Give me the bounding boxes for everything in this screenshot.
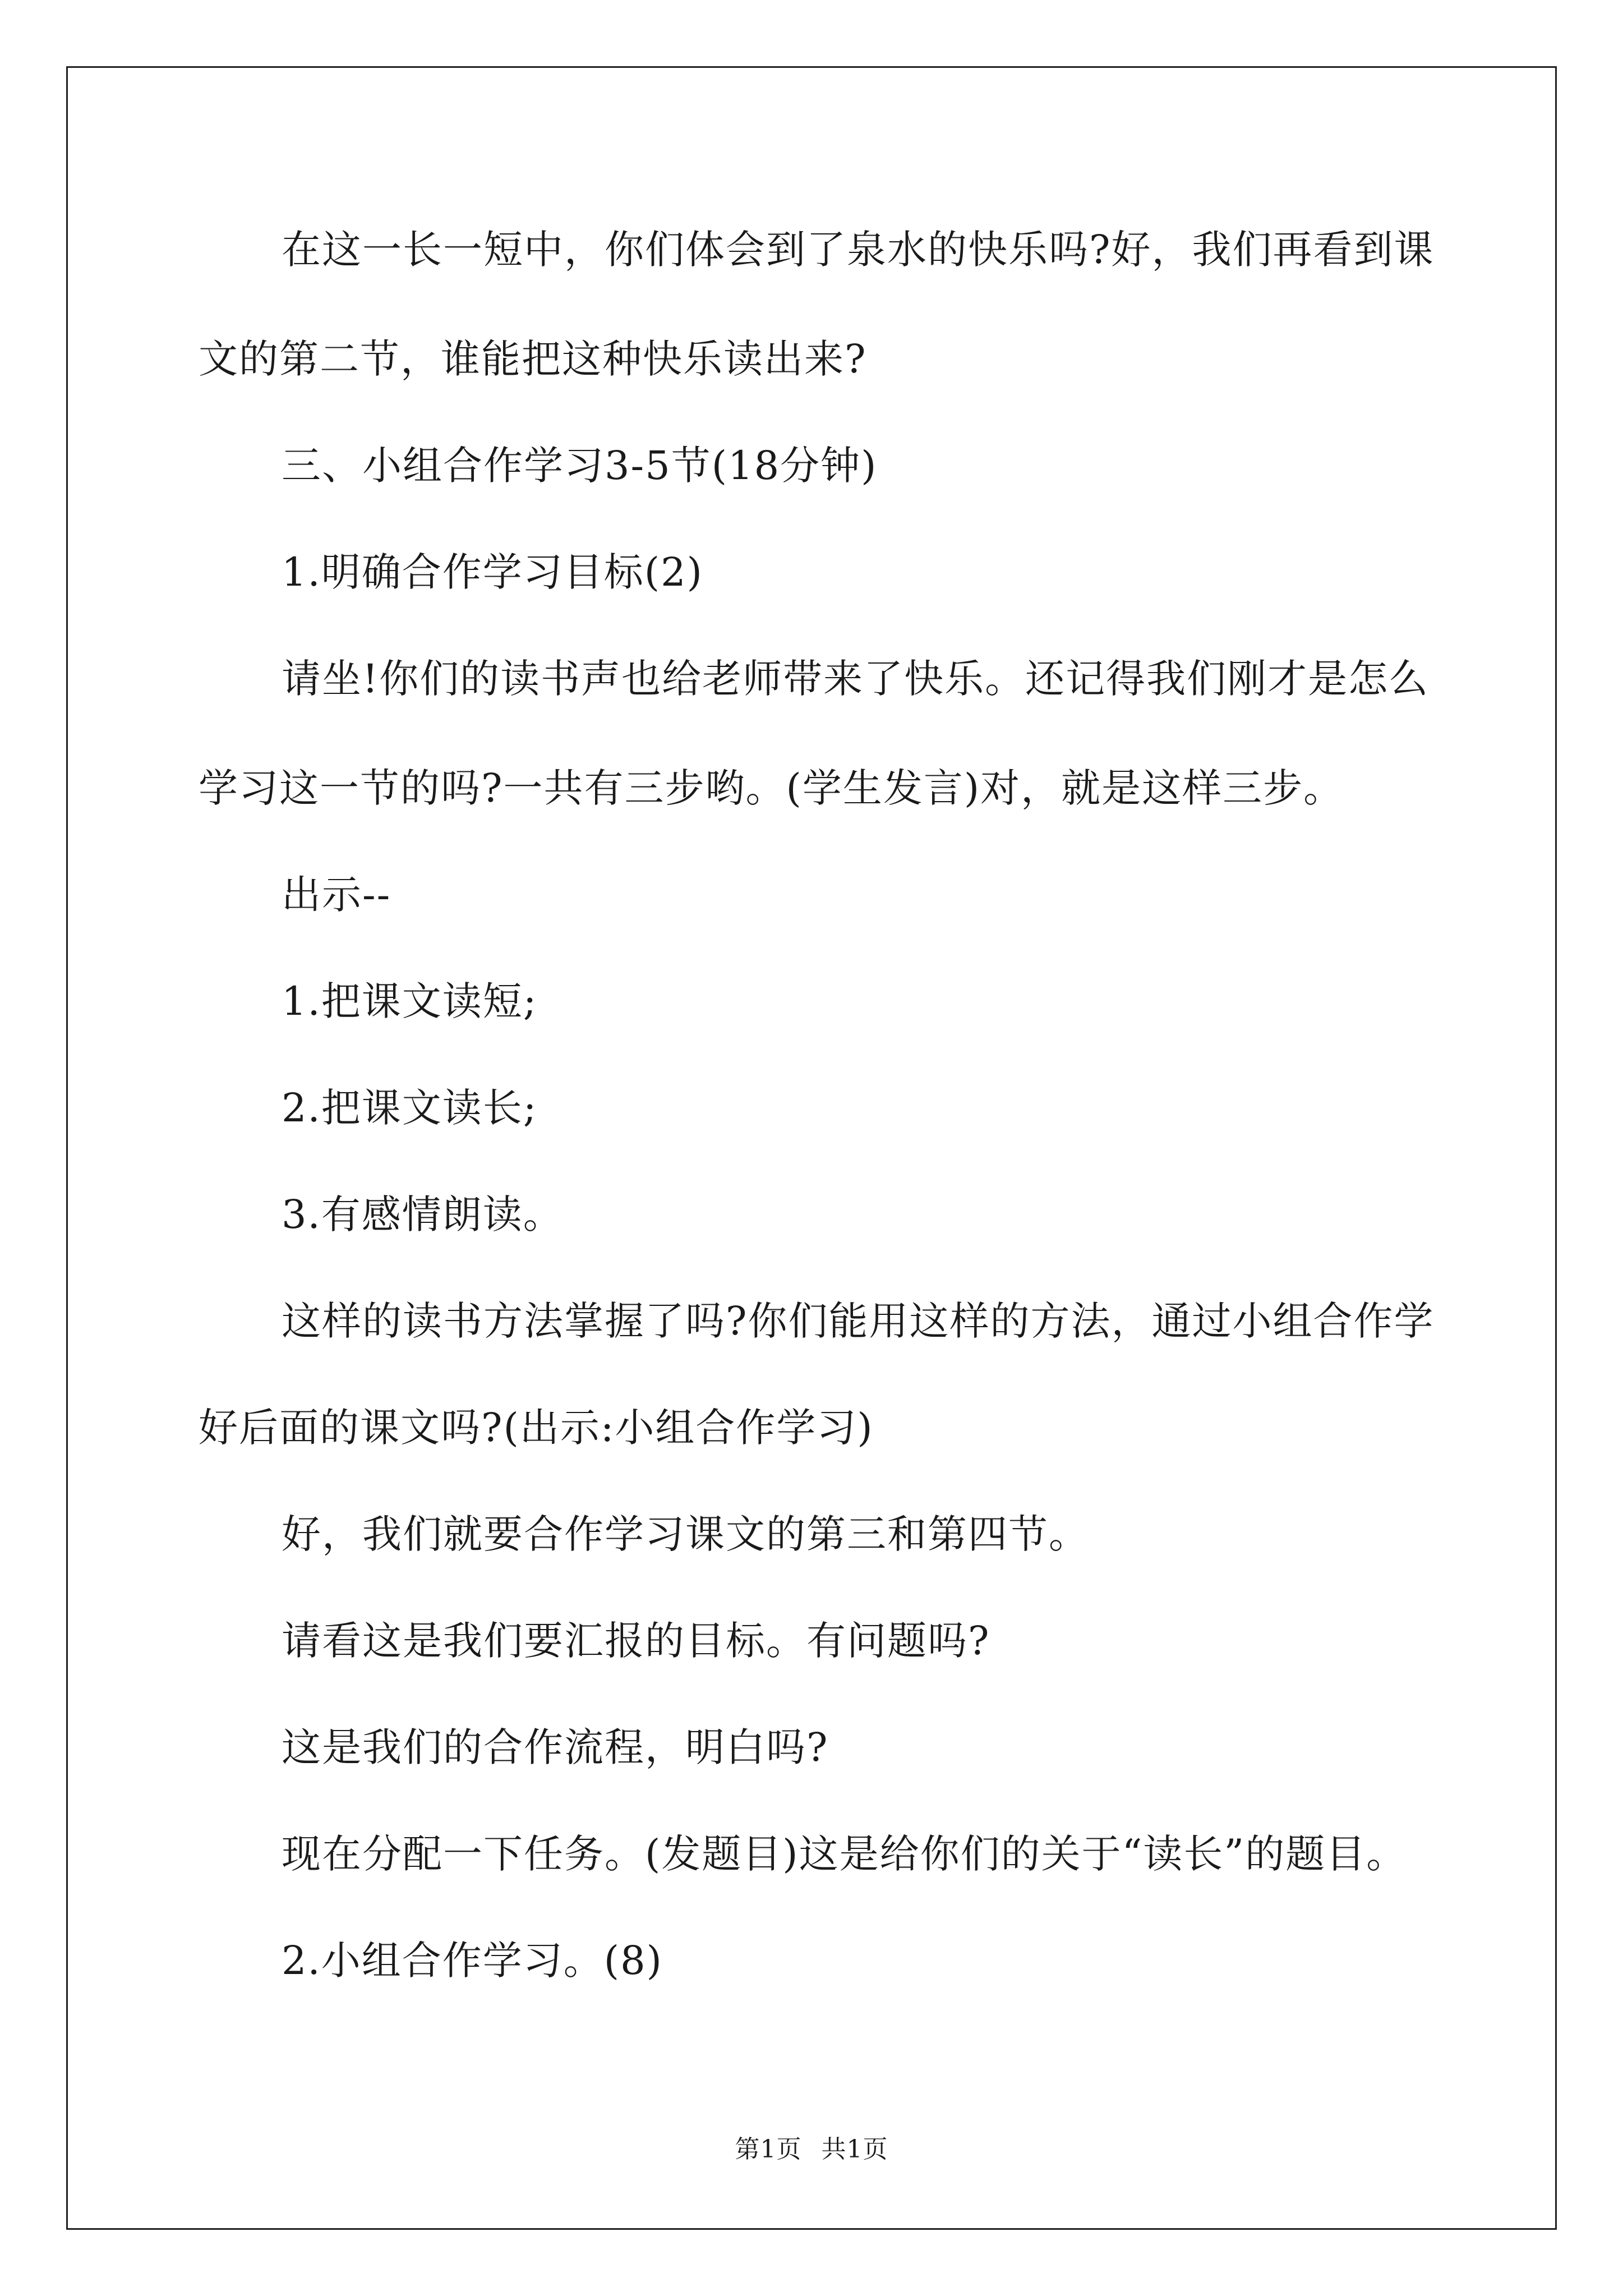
paragraph-line-11: 这样的读书方法掌握了吗?你们能用这样的方法，通过小组合作学 xyxy=(282,1298,1435,1344)
section-heading-3: 三、小组合作学习3-5节(18分钟) xyxy=(282,443,878,489)
subheading-group-study: 2.小组合作学习。(8) xyxy=(282,1938,663,1984)
paragraph-line-2: 文的第二节，谁能把这种快乐读出来? xyxy=(199,336,867,382)
paragraph-line-14: 请看这是我们要汇报的目标。有问题吗? xyxy=(282,1618,990,1664)
paragraph-line-1: 在这一长一短中，你们体会到了泉水的快乐吗?好，我们再看到课 xyxy=(282,227,1435,273)
paragraph-line-12: 好后面的课文吗?(出示:小组合作学习) xyxy=(199,1405,874,1451)
paragraph-line-15: 这是我们的合作流程，明白吗? xyxy=(282,1724,829,1770)
page-total: 共1页 xyxy=(821,2135,888,2164)
paragraph-line-6: 学习这一节的吗?一共有三步哟。(学生发言)对，就是这样三步。 xyxy=(199,765,1344,811)
list-item-1: 1.把课文读短; xyxy=(282,978,538,1024)
paragraph-show: 出示-- xyxy=(282,872,391,918)
subheading-goal: 1.明确合作学习目标(2) xyxy=(282,549,703,595)
page-number: 第1页 xyxy=(735,2135,802,2164)
page-footer xyxy=(0,2137,1623,2162)
paragraph-line-13: 好，我们就要合作学习课文的第三和第四节。 xyxy=(282,1511,1089,1557)
list-item-2: 2.把课文读长; xyxy=(282,1085,538,1131)
paragraph-line-16: 现在分配一下任务。(发题目)这是给你们的关于“读长”的题目。 xyxy=(282,1831,1407,1877)
paragraph-line-5: 请坐!你们的读书声也给老师带来了快乐。还记得我们刚才是怎么 xyxy=(282,656,1430,702)
page-border xyxy=(66,66,1557,2230)
list-item-3: 3.有感情朗读。 xyxy=(282,1191,564,1237)
